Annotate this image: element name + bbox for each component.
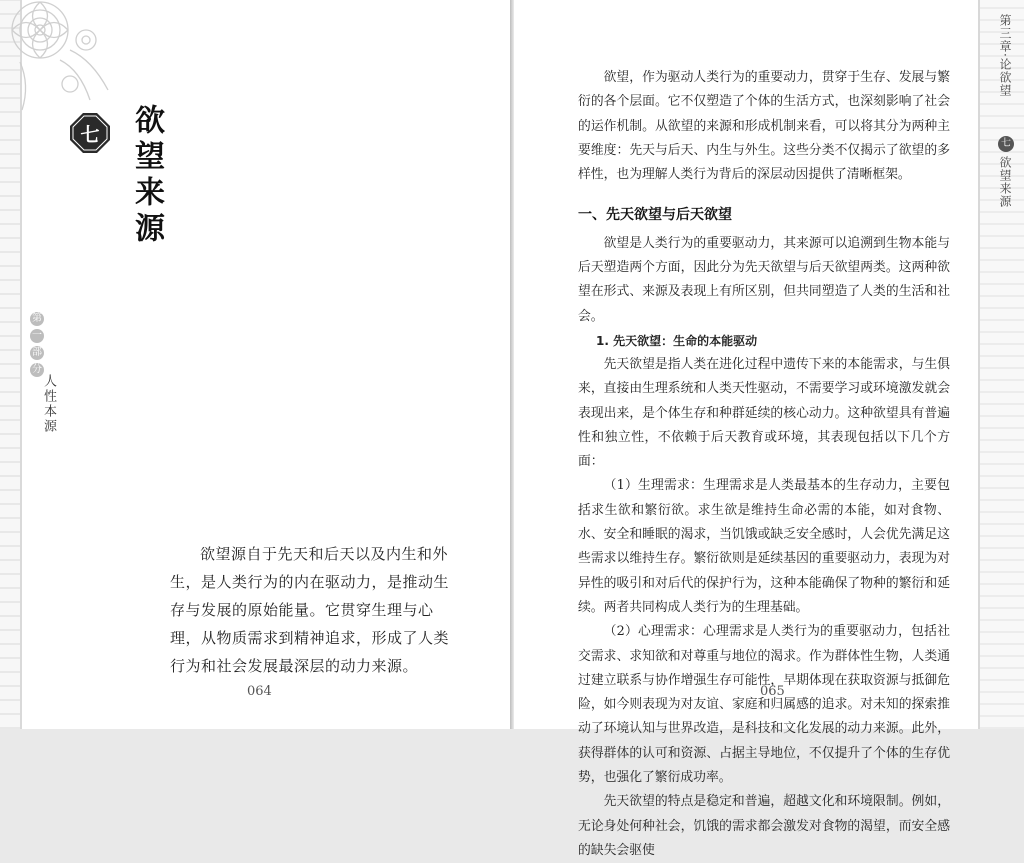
- page-number-left: 064: [247, 684, 272, 699]
- chapter-number: 七: [80, 123, 100, 146]
- part-label: [26, 312, 48, 380]
- floral-ornament-icon: [0, 0, 112, 112]
- subheading: 1. 先天欲望：生命的本能驱动: [596, 333, 758, 348]
- chapter-summary: 欲望源自于先天和后天以及内生和外生，是人类行为的内在驱动力，是推动生存与发展的原始能量。它贯穿生理与心理，从物质需求到精神追求，形成了人类行为和社会发展最深层的动力来源。: [170, 545, 450, 675]
- physiological-paragraph: （1）生理需求：生理需求是人类最基本的生存动力，主要包括求生欲和繁衍欲。求生欲是维持生命必需的本能，如对食物、水、安全和睡眠的渴求，当饥饿或缺乏安全感时，人会优先满足这些需求以维持生存。繁衍欲则是延续基因的重要驱动力，表现为对异性的吸引和对后代的保护行为，这种本能确保了物种的繁衍和延续。两者共同构成人类行为的生理基础。: [578, 478, 950, 615]
- part-subtitle: 人性本源: [41, 374, 56, 434]
- innate-paragraph: 先天欲望是指人类在进化过程中遗传下来的本能需求，与生俱来，直接由生理系统和人类天性驱动，不需要学习或环境激发就会表现出来，是个体生存和种群延续的核心动力。这种欲望具有普遍性和独立性，不依赖于后天教育或环境，其表现包括以下几个方面：: [578, 356, 950, 470]
- right-page: [514, 0, 1024, 858]
- section-intro-paragraph: 欲望是人类行为的重要驱动力，其来源可以追溯到生物本能与后天塑造两个方面，因此分为先天欲望与后天欲望两类。这两种欲望在形式、来源及表现上有所区别，但共同塑造了人类的生活和社会。: [578, 235, 950, 324]
- intro-paragraph: 欲望，作为驱动人类行为的重要动力，贯穿于生存、发展与繁衍的各个层面。它不仅塑造了个体的生活方式，也深刻影响了社会的运作机制。从欲望的来源和形成机制来看，可以将其分为两种主要维度：先天与后天、内生与外生。这些分类不仅揭示了欲望的多样性，也为理解人类行为背后的深层动因提供了清晰框架。: [578, 70, 950, 183]
- running-head: 第三章·论欲望: [998, 14, 1012, 97]
- page-number-right: 065: [760, 684, 785, 699]
- psychological-paragraph: （2）心理需求：心理需求是人类行为的重要驱动力，包括社交需求、求知欲和对尊重与地位的渴求。作为群体性生物，人类通过建立联系与协作增强生存可能性，早期体现在获取资源与抵御危险，如今则表现为对友谊、家庭和归属感的追求。对未知的探索推动了环境认知与世界改造，是科技和文化发展的动力来源。此外，获得群体的认可和资源、占据主导地位，不仅提升了个体的生存优势，也强化了繁衍成功率。: [578, 624, 950, 786]
- part-label-char: 第: [32, 313, 42, 324]
- body-text: [578, 66, 950, 863]
- running-chapter-badge: 七: [998, 136, 1014, 152]
- right-decorative-border: [978, 0, 1024, 729]
- part-label-char: 分: [32, 364, 42, 375]
- traits-paragraph: 先天欲望的特点是稳定和普遍，超越文化和环境限制。例如，无论身处何种社会，饥饿的需求都会激发对食物的渴望，而安全感的缺失会驱使: [578, 794, 950, 858]
- left-page: [0, 0, 510, 729]
- part-label-char: 部: [32, 347, 42, 358]
- chapter-title: 欲望来源: [129, 104, 164, 248]
- section-heading: 一、先天欲望与后天欲望: [578, 207, 732, 224]
- running-chapter-title: 欲望来源: [998, 156, 1012, 208]
- part-label-char: 一: [32, 330, 42, 341]
